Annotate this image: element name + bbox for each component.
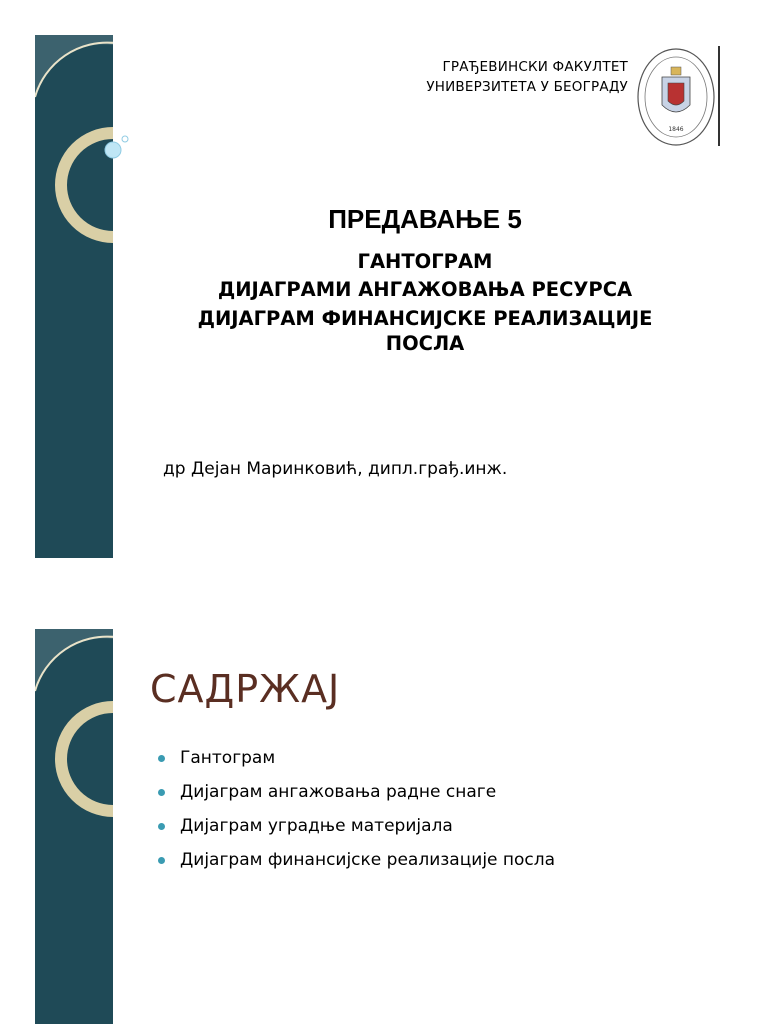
topic-line: ДИЈАГРАМИ АНГАЖОВАЊА РЕСУРСА (217, 278, 633, 301)
list-item (158, 775, 555, 809)
list-item-label: Дијаграм ангажовања радне снаге (180, 782, 497, 802)
university-seal-icon (636, 47, 716, 147)
bullet-icon (158, 823, 165, 830)
list-item-label: Гантограм (180, 748, 276, 768)
university-name: УНИВЕРЗИТЕТА У БЕОГРАДУ (426, 79, 628, 95)
seal-year: 1846 (668, 126, 684, 133)
bullet-icon (158, 857, 165, 864)
decorative-side-band (35, 35, 113, 558)
lecture-topics (140, 248, 710, 354)
bullet-icon (158, 789, 165, 796)
seal-divider (718, 46, 720, 146)
bullet-icon (158, 755, 165, 762)
topic-line: ГАНТОГРАМ (357, 250, 493, 273)
list-item (158, 741, 555, 775)
faculty-header (426, 57, 628, 97)
faculty-name: ГРАЂЕВИНСКИ ФАКУЛТЕТ (442, 59, 628, 75)
contents-list (158, 741, 555, 877)
list-item-label: Дијаграм уградње материјала (180, 816, 453, 836)
list-item-label: Дијаграм финансијске реализације посла (180, 850, 556, 870)
list-item (158, 843, 555, 877)
author-name: др Дејан Маринковић, дипл.грађ.инж. (163, 459, 508, 479)
topic-line: ДИЈАГРАМ ФИНАНСИЈСКЕ РЕАЛИЗАЦИЈЕ (197, 307, 653, 330)
lecture-title: ПРЕДАВАЊЕ 5 (328, 204, 522, 234)
contents-heading: САДРЖАЈ (150, 667, 341, 711)
decorative-arcs (35, 35, 113, 558)
decorative-side-band (35, 629, 113, 1024)
list-item (158, 809, 555, 843)
decorative-arcs (35, 629, 113, 1024)
topic-line: ПОСЛА (385, 332, 465, 355)
